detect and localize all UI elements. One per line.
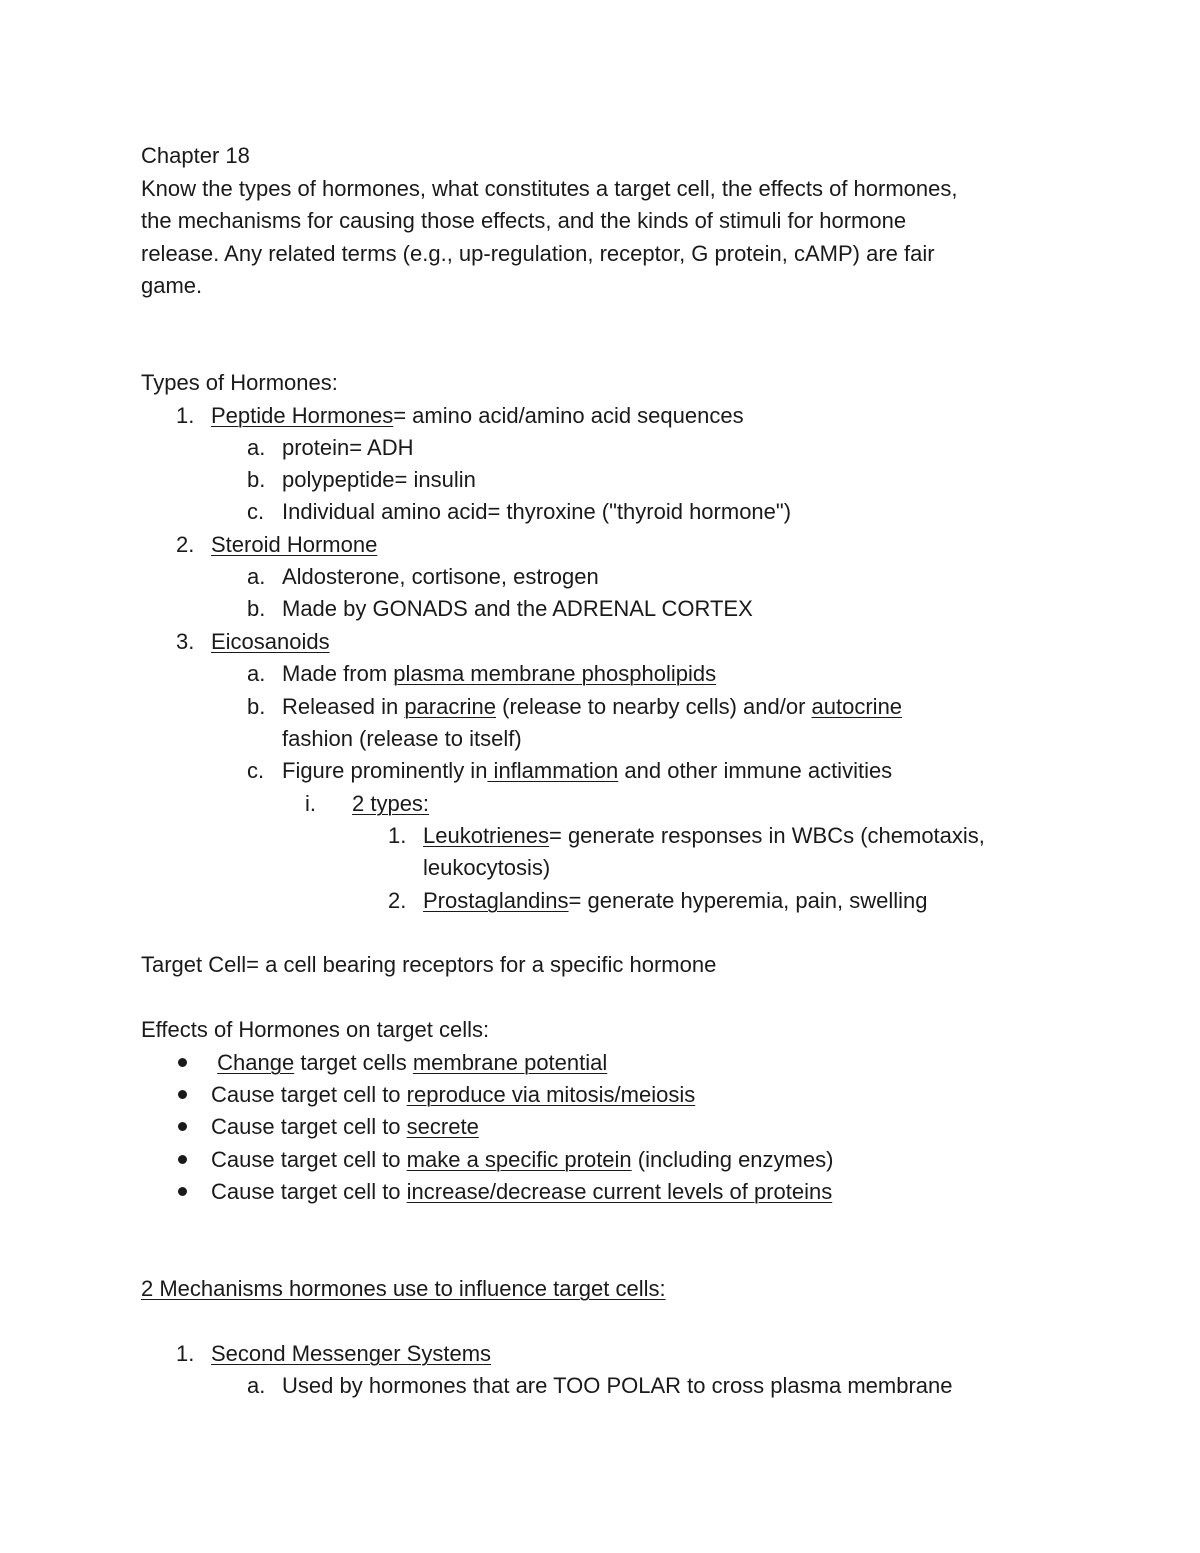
list-marker: a. — [247, 435, 266, 460]
list-item: Made by GONADS and the ADRENAL CORTEX — [282, 596, 753, 621]
term: inflammation — [487, 758, 619, 783]
term: increase/decrease current levels of proteins — [406, 1179, 833, 1204]
list-marker: b. — [247, 467, 266, 492]
list-item: Made from plasma membrane phospholipids — [282, 661, 717, 686]
effects-heading: Effects of Hormones on target cells: — [141, 1017, 490, 1042]
list-item: Aldosterone, cortisone, estrogen — [282, 564, 599, 589]
types-heading: Types of Hormones: — [141, 370, 338, 395]
term: Eicosanoids — [211, 629, 330, 654]
intro-line: release. Any related terms (e.g., up-regulation, receptor, G protein, cAMP) are fair — [141, 241, 935, 266]
list-number: 2. — [176, 532, 195, 557]
list-number: 1. — [176, 403, 195, 428]
list-marker: b. — [247, 596, 266, 621]
list-item-second-messenger — [211, 1339, 491, 1369]
list-item: Individual amino acid= thyroxine ("thyroid hormone") — [282, 499, 792, 524]
list-marker: a. — [247, 564, 266, 589]
term: 2 types: — [352, 791, 430, 816]
intro-line: the mechanisms for causing those effects, and the kinds of stimuli for hormone — [141, 208, 907, 233]
list-number: 1. — [176, 1341, 195, 1366]
list-item-peptide: Peptide Hormones= amino acid/amino acid sequences — [211, 403, 744, 428]
term: Leukotrienes — [423, 823, 549, 848]
list-item: Used by hormones that are TOO POLAR to cross plasma membrane — [282, 1373, 953, 1398]
list-item-continuation: fashion (release to itself) — [282, 726, 522, 751]
effect-item: Cause target cell to make a specific protein (including enzymes) — [211, 1147, 834, 1172]
list-marker: c. — [247, 499, 265, 524]
term: Peptide Hormones — [211, 403, 394, 428]
list-item-steroid — [211, 530, 377, 560]
bullet-icon — [178, 1122, 187, 1131]
bullet-icon — [178, 1058, 187, 1067]
list-item: Released in paracrine (release to nearby cells) and/or autocrine — [282, 694, 903, 719]
list-item: Figure prominently in inflammation and other immune activities — [282, 758, 893, 783]
bullet-icon — [178, 1155, 187, 1164]
list-marker: a. — [247, 661, 266, 686]
term: paracrine — [404, 694, 497, 719]
list-number: 2. — [388, 888, 407, 913]
effect-item: Change target cells membrane potential — [217, 1050, 608, 1075]
term: Steroid Hormone — [211, 532, 378, 557]
effect-item: Cause target cell to secrete — [211, 1114, 479, 1139]
effect-item: Cause target cell to reproduce via mitosis/meiosis — [211, 1082, 696, 1107]
term: autocrine — [811, 694, 903, 719]
list-item-continuation: leukocytosis) — [423, 855, 551, 880]
list-item: protein= ADH — [282, 435, 414, 460]
term: secrete — [406, 1114, 479, 1139]
list-item: polypeptide= insulin — [282, 467, 476, 492]
list-item: Leukotrienes= generate responses in WBCs (chemotaxis, — [423, 823, 985, 848]
effect-item: Cause target cell to increase/decrease current levels of proteins — [211, 1179, 833, 1204]
list-item: Prostaglandins= generate hyperemia, pain, swelling — [423, 888, 928, 913]
bullet-icon — [178, 1187, 187, 1196]
mechanisms-heading: 2 Mechanisms hormones use to influence target cells: — [141, 1276, 666, 1301]
term: Prostaglandins — [423, 888, 569, 913]
list-item — [352, 789, 429, 819]
term: membrane potential — [412, 1050, 608, 1075]
intro-line: Know the types of hormones, what constitutes a target cell, the effects of hormones, — [141, 176, 958, 201]
list-marker: i. — [305, 791, 316, 816]
chapter-title: Chapter 18 — [141, 143, 250, 168]
list-number: 3. — [176, 629, 195, 654]
list-marker: c. — [247, 758, 265, 783]
term: plasma membrane phospholipids — [393, 661, 717, 686]
list-item-eicosanoids — [211, 627, 330, 657]
bullet-icon — [178, 1090, 187, 1099]
intro-line: game. — [141, 273, 203, 298]
term: Second Messenger Systems — [211, 1341, 492, 1366]
term: Change — [217, 1050, 295, 1075]
list-marker: b. — [247, 694, 266, 719]
list-number: 1. — [388, 823, 407, 848]
target-cell-definition: Target Cell= a cell bearing receptors for a specific hormone — [141, 952, 717, 977]
list-marker: a. — [247, 1373, 266, 1398]
term: reproduce via mitosis/meiosis — [406, 1082, 696, 1107]
term: make a specific protein — [406, 1147, 632, 1172]
